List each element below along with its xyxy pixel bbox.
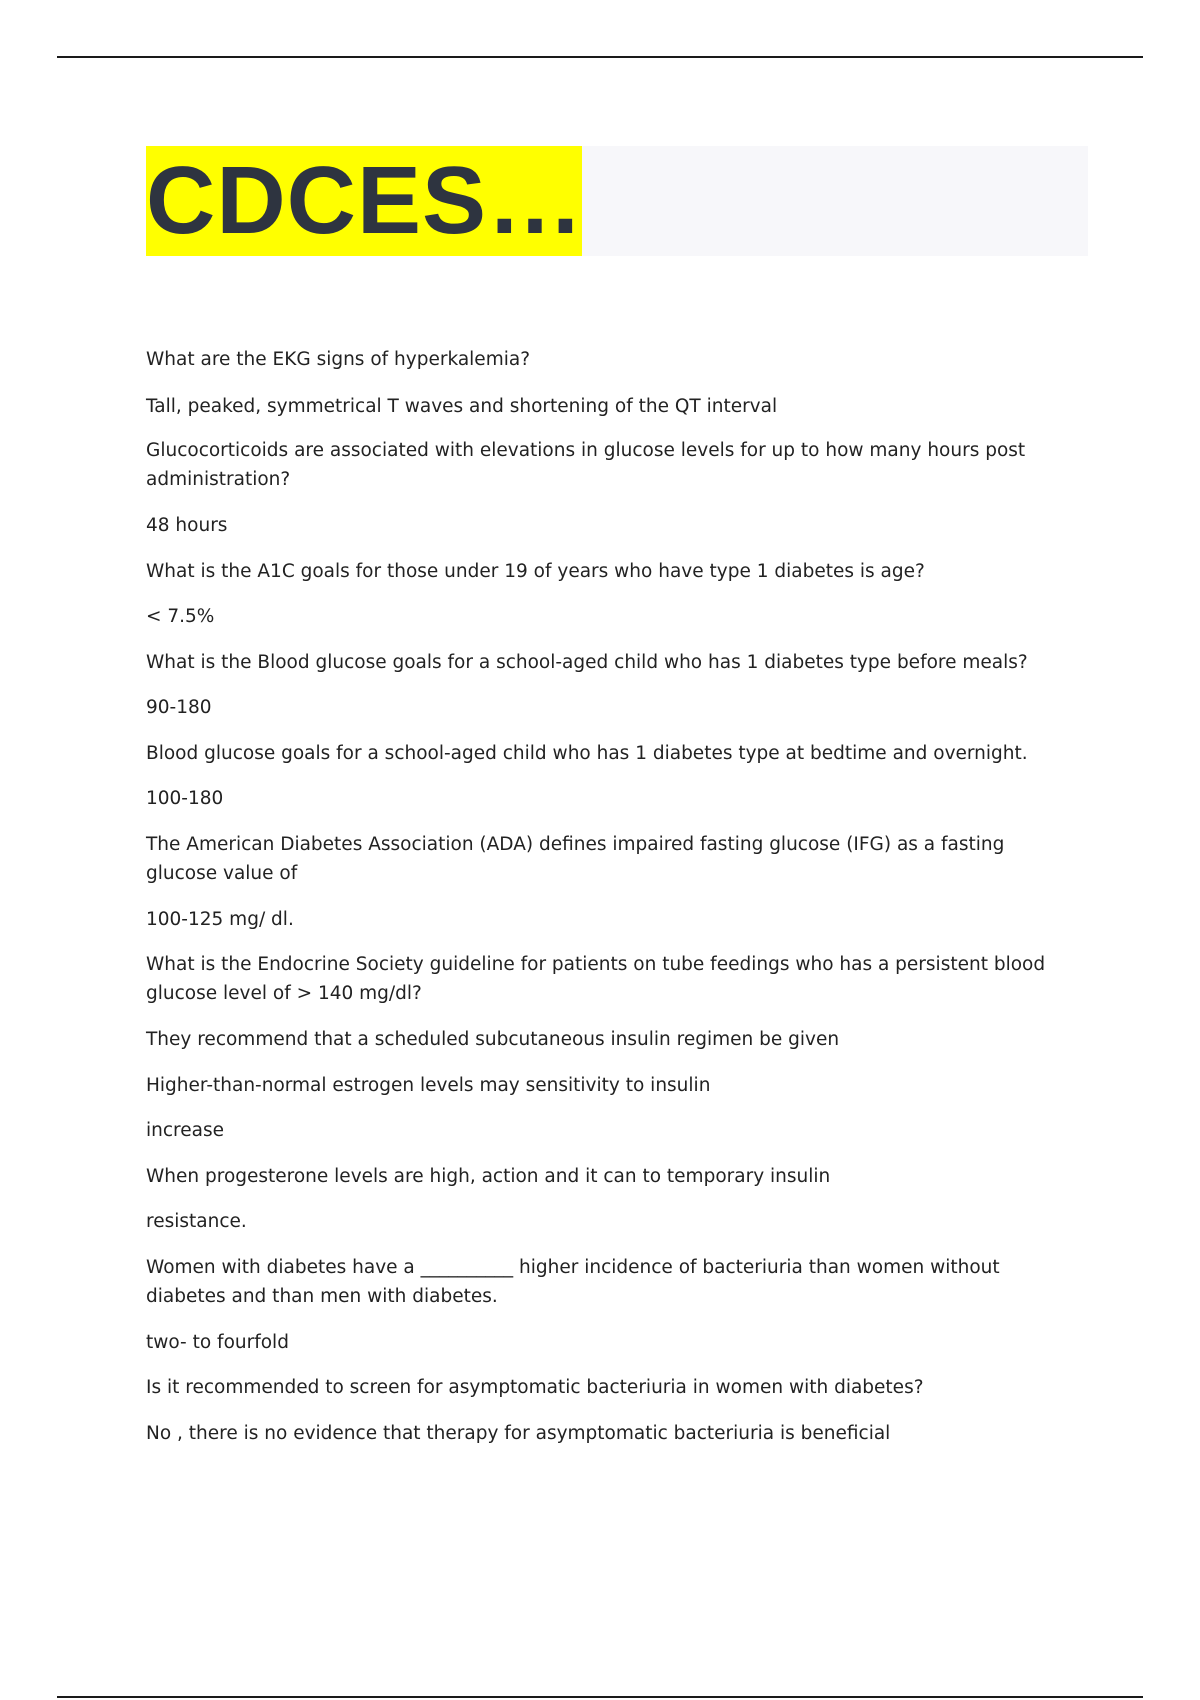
answer-3: < 7.5% xyxy=(146,606,215,627)
question-11: Is it recommended to screen for asymptomatic bacteriuria in women with diabetes? xyxy=(146,1377,924,1398)
bottom-rule xyxy=(57,1696,1143,1698)
answer-6: 100-125 mg/ dl. xyxy=(146,909,294,930)
answer-2: 48 hours xyxy=(146,515,228,536)
answer-11: No , there is no evidence that therapy for asymptomatic bacteriuria is beneficial xyxy=(146,1423,891,1444)
question-3: What is the A1C goals for those under 19 of years who have type 1 diabetes is age? xyxy=(146,561,925,582)
answer-10: two- to fourfold xyxy=(146,1332,289,1353)
answer-1: Tall, peaked, symmetrical T waves and shortening of the QT interval xyxy=(146,396,778,417)
question-7: What is the Endocrine Society guideline for patients on tube feedings who has a persistent blood glucose level of > 140 mg/dl? xyxy=(146,954,1046,1004)
question-10: Women with diabetes have a __________ higher incidence of bacteriuria than women without diabetes and than men with diabetes. xyxy=(146,1257,1000,1307)
top-rule xyxy=(57,56,1143,58)
question-8: Higher-than-normal estrogen levels may sensitivity to insulin xyxy=(146,1075,711,1096)
question-4: What is the Blood glucose goals for a school-aged child who has 1 diabetes type before meals? xyxy=(146,652,1028,673)
document-title: CDCES… xyxy=(146,147,585,254)
answer-5: 100-180 xyxy=(146,788,224,809)
answer-9: resistance. xyxy=(146,1211,247,1232)
question-2: Glucocorticoids are associated with elevations in glucose levels for up to how many hours post administration? xyxy=(146,440,1026,490)
answer-8: increase xyxy=(146,1120,224,1141)
question-5: Blood glucose goals for a school-aged child who has 1 diabetes type at bedtime and overnight. xyxy=(146,743,1028,764)
question-6: The American Diabetes Association (ADA) defines impaired fasting glucose (IFG) as a fasting glucose value of xyxy=(146,834,1005,884)
question-1: What are the EKG signs of hyperkalemia? xyxy=(146,349,531,370)
answer-4: 90-180 xyxy=(146,697,212,718)
question-9: When progesterone levels are high, action and it can to temporary insulin xyxy=(146,1166,831,1187)
answer-7: They recommend that a scheduled subcutaneous insulin regimen be given xyxy=(146,1029,840,1050)
